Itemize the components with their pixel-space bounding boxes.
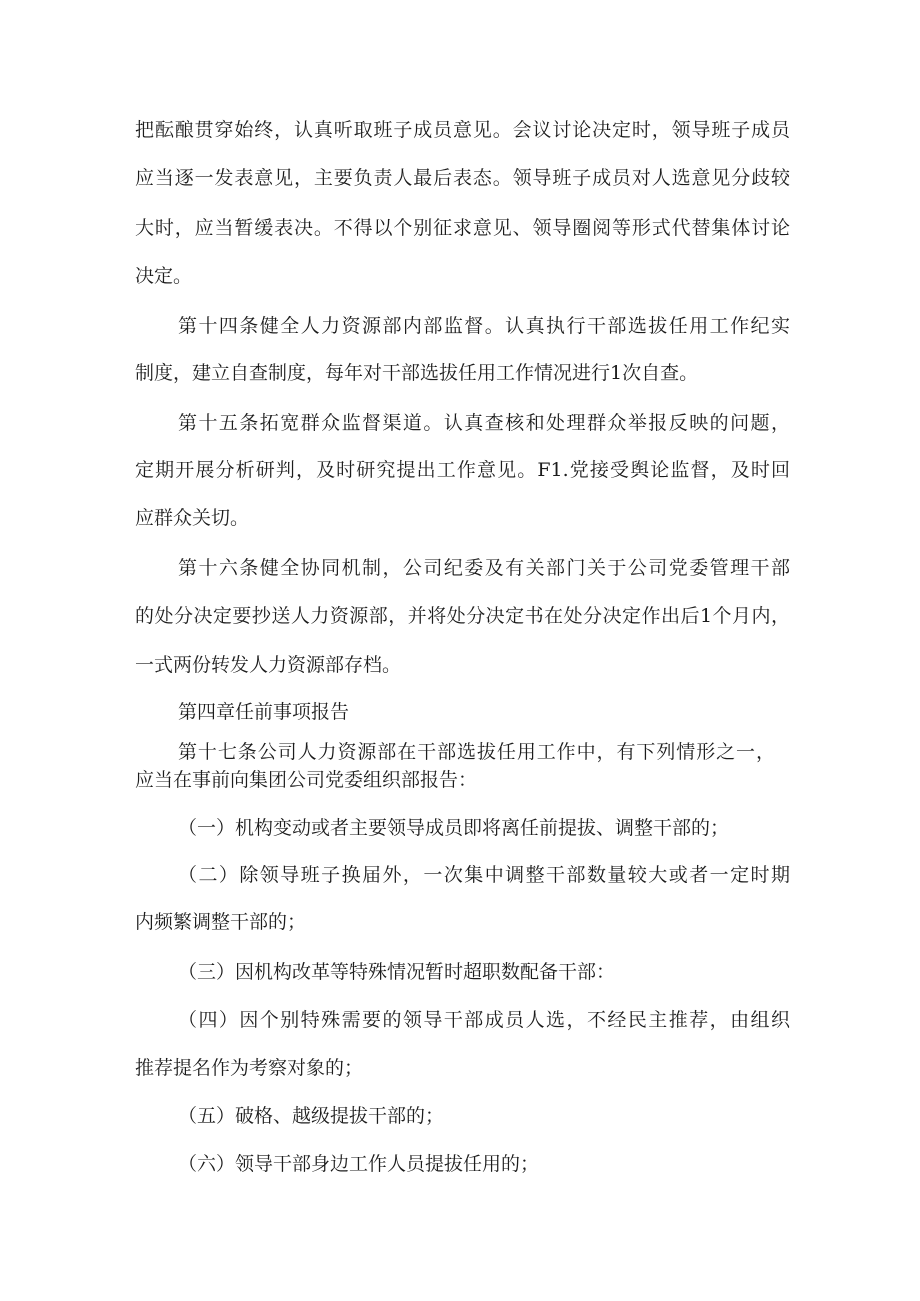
paragraph-line: 一式两份转发人力资源部存档。 bbox=[135, 654, 402, 676]
paragraph-line: 大时，应当暂缓表决。不得以个别征求意见、领导圈阅等形式代替集体讨论 bbox=[135, 217, 790, 239]
paragraph-line: 第十五条拓宽群众监督渠道。认真查核和处理群众举报反映的问题， bbox=[178, 412, 790, 434]
paragraph-line: 第十六条健全协同机制，公司纪委及有关部门关于公司党委管理干部 bbox=[178, 557, 790, 579]
paragraph-line: 决定。 bbox=[135, 265, 193, 287]
paragraph-line: （二）除领导班子换届外，一次集中调整干部数量较大或者一定时期 bbox=[178, 864, 790, 886]
paragraph-line: （四）因个别特殊需要的领导干部成员人选，不经民主推荐，由组织 bbox=[178, 1009, 790, 1031]
paragraph-line: （一）机构变动或者主要领导成员即将离任前提拔、调整干部的； bbox=[178, 817, 730, 839]
paragraph-line: （三）因机构改革等特殊情况暂时超职数配备干部： bbox=[178, 961, 616, 983]
paragraph-line: 应群众关切。 bbox=[135, 507, 250, 529]
paragraph-line: 把酝酿贯穿始终，认真听取班子成员意见。会议讨论决定时，领导班子成员 bbox=[135, 119, 790, 141]
paragraph-line: 制度，建立自查制度，每年对干部选拔任用工作情况进行1次自查。 bbox=[135, 362, 699, 384]
paragraph-line: 第十七条公司人力资源部在干部选拔任用工作中，有下列情形之一， bbox=[178, 741, 775, 763]
paragraph-line: 定期开展分析研判，及时研究提出工作意见。F1.党接受舆论监督，及时回 bbox=[135, 459, 790, 481]
paragraph-line: 第十四条健全人力资源部内部监督。认真执行干部选拔任用工作纪实 bbox=[178, 315, 790, 337]
paragraph-line: （六）领导干部身边工作人员提拔任用的； bbox=[178, 1153, 540, 1175]
paragraph-line: 应当逐一发表意见，主要负责人最后表态。领导班子成员对人选意见分歧较 bbox=[135, 167, 790, 189]
paragraph-line: 的处分决定要抄送人力资源部，并将处分决定书在处分决定作出后1个月内， bbox=[135, 605, 790, 627]
paragraph-line: 应当在事前向集团公司党委组织部报告： bbox=[135, 769, 478, 791]
paragraph-line: （五）破格、越级提拔干部的； bbox=[178, 1105, 445, 1127]
paragraph-line: 内频繁调整干部的； bbox=[135, 911, 307, 933]
chapter-title: 第四章任前事项报告 bbox=[178, 701, 350, 723]
paragraph-line: 推荐提名作为考察对象的； bbox=[135, 1057, 364, 1079]
